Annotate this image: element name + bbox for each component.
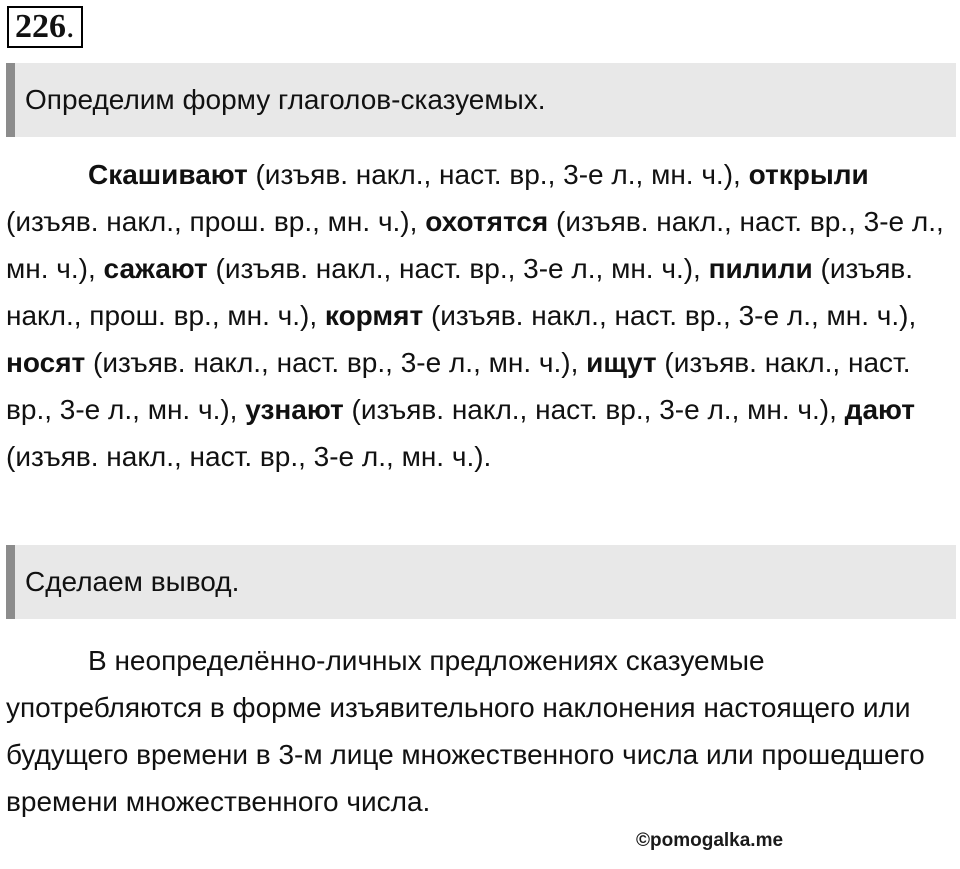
verb-word: ищут	[586, 347, 657, 378]
verb-word: сажают	[103, 253, 208, 284]
verb-entry	[6, 347, 586, 378]
verb-word: узнают	[245, 394, 344, 425]
verb-form: (изъяв. накл., наст. вр., 3-е л., мн. ч.),	[207, 253, 709, 284]
verb-form: (изъяв. накл., наст. вр., 3-е л., мн. ч.).	[6, 441, 492, 472]
verb-word: охотятся	[425, 206, 549, 237]
verb-entry	[245, 394, 844, 425]
conclusion-text: В неопределённо-личных предложениях сказуемые употребляются в форме изъявительного наклонения настоящего или будущего времени в 3-м лице множественного числа или прошедшего времени множественного числа.	[6, 645, 925, 817]
watermark: ©pomogalka.me	[636, 830, 784, 851]
verb-word: носят	[6, 347, 86, 378]
verbs-paragraph	[6, 151, 951, 480]
verb-form: (изъяв. накл., наст. вр., 3-е л., мн. ч.),	[343, 394, 845, 425]
verb-word: Скашивают	[88, 159, 248, 190]
task-number	[7, 6, 83, 48]
verb-entry	[325, 300, 916, 331]
task-number-value: 226	[15, 8, 66, 45]
task-number-dot: .	[66, 8, 75, 45]
verb-word: открыли	[748, 159, 869, 190]
verb-entry	[88, 159, 749, 190]
verb-entry	[104, 253, 709, 284]
verb-form: (изъяв. накл., наст. вр., 3-е л., мн. ч.),	[6, 206, 944, 284]
section-heading-1-text: Определим форму глаголов-сказуемых.	[25, 84, 546, 115]
verb-word: кормят	[324, 300, 424, 331]
conclusion-paragraph	[6, 637, 951, 825]
verb-word: пилили	[708, 253, 813, 284]
verb-form: (изъяв. накл., наст. вр., 3-е л., мн. ч.),	[85, 347, 587, 378]
verb-form: (изъяв. накл., прош. вр., мн. ч.),	[6, 206, 426, 237]
verb-form: (изъяв. накл., наст. вр., 3-е л., мн. ч.),	[6, 347, 911, 425]
verb-form: (изъяв. накл., наст. вр., 3-е л., мн. ч.),	[423, 300, 917, 331]
section-heading-1	[6, 63, 956, 137]
verb-form: (изъяв. накл., прош. вр., мн. ч.),	[6, 253, 914, 331]
verb-word: дают	[844, 394, 915, 425]
verb-form: (изъяв. накл., наст. вр., 3-е л., мн. ч.),	[247, 159, 749, 190]
section-heading-2	[6, 545, 956, 619]
section-heading-2-text: Сделаем вывод.	[25, 566, 240, 597]
